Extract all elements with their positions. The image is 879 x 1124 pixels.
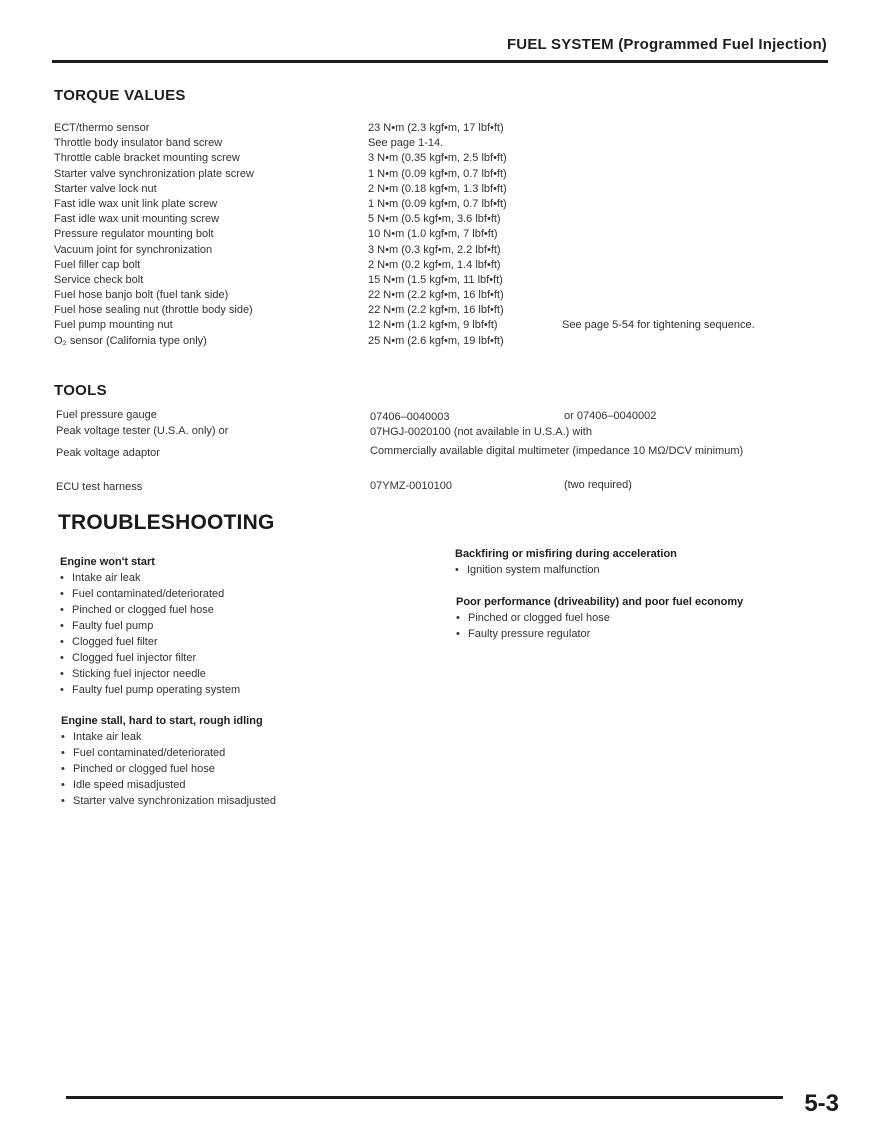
bullet-icon: • xyxy=(61,731,65,743)
footer-rule xyxy=(66,1096,783,1099)
tool-row xyxy=(56,409,796,425)
tool-name: Fuel pressure gauge xyxy=(56,409,157,421)
torque-item-name: Throttle cable bracket mounting screw xyxy=(54,152,240,165)
cause-item xyxy=(60,634,240,650)
cause-text: Faulty pressure regulator xyxy=(468,628,591,640)
torque-item-value: 1 N•m (0.09 kgf•m, 0.7 lbf•ft) xyxy=(368,167,507,180)
torque-item-value: 22 N•m (2.2 kgf•m, 16 lbf•ft) xyxy=(368,304,504,317)
torque-item-name: Fuel filler cap bolt xyxy=(54,258,141,271)
tool-row xyxy=(56,480,796,496)
cause-item xyxy=(60,650,240,666)
torque-item-name: Fuel hose banjo bolt (fuel tank side) xyxy=(54,289,229,302)
torque-item-value: 2 N•m (0.2 kgf•m, 1.4 lbf•ft) xyxy=(368,258,501,271)
troubleshooting-heading: TROUBLESHOOTING xyxy=(58,511,275,534)
torque-item-value: 22 N•m (2.2 kgf•m, 16 lbf•ft) xyxy=(368,289,504,302)
torque-item-name: Pressure regulator mounting bolt xyxy=(54,228,214,241)
torque-item-value: 3 N•m (0.35 kgf•m, 2.5 lbf•ft) xyxy=(368,152,507,165)
bullet-icon: • xyxy=(60,620,64,632)
torque-item-name: Throttle body insulator band screw xyxy=(54,137,223,150)
cause-text: Clogged fuel injector filter xyxy=(72,652,197,664)
cause-text: Faulty fuel pump operating system xyxy=(72,684,241,696)
torque-item-name: O₂ sensor (California type only) xyxy=(54,334,207,347)
bullet-icon: • xyxy=(60,684,64,696)
torque-item-note: See page 5-54 for tightening sequence. xyxy=(562,319,755,332)
cause-item xyxy=(60,618,240,634)
torque-item-value: 5 N•m (0.5 kgf•m, 3.6 lbf•ft) xyxy=(368,213,501,226)
tool-name: Peak voltage adaptor xyxy=(56,447,160,459)
torque-item-name: Vacuum joint for synchronization xyxy=(54,243,213,256)
symptom-engine-stall xyxy=(61,713,276,809)
section-header-title: FUEL SYSTEM (Programmed Fuel Injection) xyxy=(506,36,827,53)
header-rule xyxy=(52,60,828,63)
bullet-icon: • xyxy=(61,795,65,807)
cause-text: Ignition system malfunction xyxy=(467,564,600,576)
cause-text: Intake air leak xyxy=(72,572,141,584)
cause-list xyxy=(60,570,240,698)
page-number: 5-3 xyxy=(804,1090,839,1117)
tool-name: Peak voltage tester (U.S.A. only) or xyxy=(56,425,229,437)
cause-item xyxy=(61,729,276,745)
tool-part-number: 07HGJ-0020100 (not available in U.S.A.) with xyxy=(370,426,592,438)
torque-item-value: 3 N•m (0.3 kgf•m, 2.2 lbf•ft) xyxy=(368,243,501,256)
tool-name: ECU test harness xyxy=(56,481,143,493)
cause-list xyxy=(455,562,677,578)
cause-item xyxy=(456,626,743,642)
bullet-icon: • xyxy=(455,564,459,576)
cause-item xyxy=(60,570,240,586)
cause-text: Pinched or clogged fuel hose xyxy=(468,612,610,624)
torque-item-name: Fast idle wax unit mounting screw xyxy=(54,213,220,226)
torque-item-name: Fast idle wax unit link plate screw xyxy=(54,197,218,210)
symptom-title: Engine won't start xyxy=(60,556,155,568)
torque-item-value: 10 N•m (1.0 kgf•m, 7 lbf•ft) xyxy=(368,228,498,241)
bullet-icon: • xyxy=(60,652,64,664)
torque-values-heading: TORQUE VALUES xyxy=(54,87,186,104)
torque-item-name: Service check bolt xyxy=(54,273,144,286)
bullet-icon: • xyxy=(456,612,460,624)
bullet-icon: • xyxy=(456,628,460,640)
bullet-icon: • xyxy=(60,636,64,648)
cause-text: Pinched or clogged fuel hose xyxy=(72,604,214,616)
tool-description: Commercially available digital multimeter (impedance 10 MΩ/DCV minimum) xyxy=(370,445,744,457)
torque-item-name: Starter valve lock nut xyxy=(54,182,157,195)
tool-alternative: (two required) xyxy=(564,479,632,491)
cause-text: Starter valve synchronization misadjusted xyxy=(73,795,276,807)
cause-text: Intake air leak xyxy=(73,731,142,743)
cause-text: Sticking fuel injector needle xyxy=(72,668,206,680)
torque-item-value: 23 N•m (2.3 kgf•m, 17 lbf•ft) xyxy=(368,122,504,134)
bullet-icon: • xyxy=(60,588,64,600)
tools-heading: TOOLS xyxy=(54,382,107,399)
torque-item-name: Starter valve synchronization plate screw xyxy=(54,167,254,180)
torque-item-value: 15 N•m (1.5 kgf•m, 11 lbf•ft) xyxy=(368,273,503,286)
cause-text: Clogged fuel filter xyxy=(72,636,158,648)
bullet-icon: • xyxy=(61,747,65,759)
torque-item-name: Fuel pump mounting nut xyxy=(54,319,173,332)
symptom-title: Poor performance (driveability) and poor fuel economy xyxy=(456,596,744,608)
cause-text: Faulty fuel pump xyxy=(72,620,154,632)
cause-item xyxy=(60,666,240,682)
torque-item-value: 1 N•m (0.09 kgf•m, 0.7 lbf•ft) xyxy=(368,197,507,210)
symptom-title: Backfiring or misfiring during acceleration xyxy=(455,548,677,560)
tool-part-number: 07YMZ-0010100 xyxy=(370,480,452,492)
cause-text: Pinched or clogged fuel hose xyxy=(73,763,215,775)
symptom-engine-wont-start xyxy=(60,554,240,698)
tool-row xyxy=(56,447,796,481)
symptom-backfiring xyxy=(455,546,677,578)
symptom-title: Engine stall, hard to start, rough idling xyxy=(61,715,263,727)
cause-list xyxy=(456,610,743,642)
bullet-icon: • xyxy=(60,572,64,584)
bullet-icon: • xyxy=(61,763,65,775)
bullet-icon: • xyxy=(61,779,65,791)
torque-item-value: 25 N•m (2.6 kgf•m, 19 lbf•ft) xyxy=(368,334,504,347)
cause-item xyxy=(61,777,276,793)
bullet-icon: • xyxy=(60,604,64,616)
tool-row xyxy=(56,427,796,443)
cause-item xyxy=(61,793,276,809)
bullet-icon: • xyxy=(60,668,64,680)
cause-item xyxy=(60,682,240,698)
tool-part-number: 07406–0040003 xyxy=(370,411,450,423)
cause-text: Fuel contaminated/deteriorated xyxy=(73,747,226,759)
torque-item-name: ECT/thermo sensor xyxy=(54,122,150,134)
cause-item xyxy=(455,562,677,578)
cause-item xyxy=(60,586,240,602)
tool-alternative: or 07406–0040002 xyxy=(564,410,657,422)
torque-item-value: 12 N•m (1.2 kgf•m, 9 lbf•ft) xyxy=(368,319,498,332)
cause-item xyxy=(60,602,240,618)
cause-item xyxy=(456,610,743,626)
symptom-poor-performance xyxy=(456,594,743,642)
cause-text: Idle speed misadjusted xyxy=(73,779,186,791)
cause-list xyxy=(61,729,276,809)
torque-item-value: See page 1-14. xyxy=(368,137,444,150)
cause-text: Fuel contaminated/deteriorated xyxy=(72,588,225,600)
torque-item-name: Fuel hose sealing nut (throttle body side) xyxy=(54,304,253,317)
cause-item xyxy=(61,761,276,777)
torque-item-value: 2 N•m (0.18 kgf•m, 1.3 lbf•ft) xyxy=(368,182,507,195)
cause-item xyxy=(61,745,276,761)
